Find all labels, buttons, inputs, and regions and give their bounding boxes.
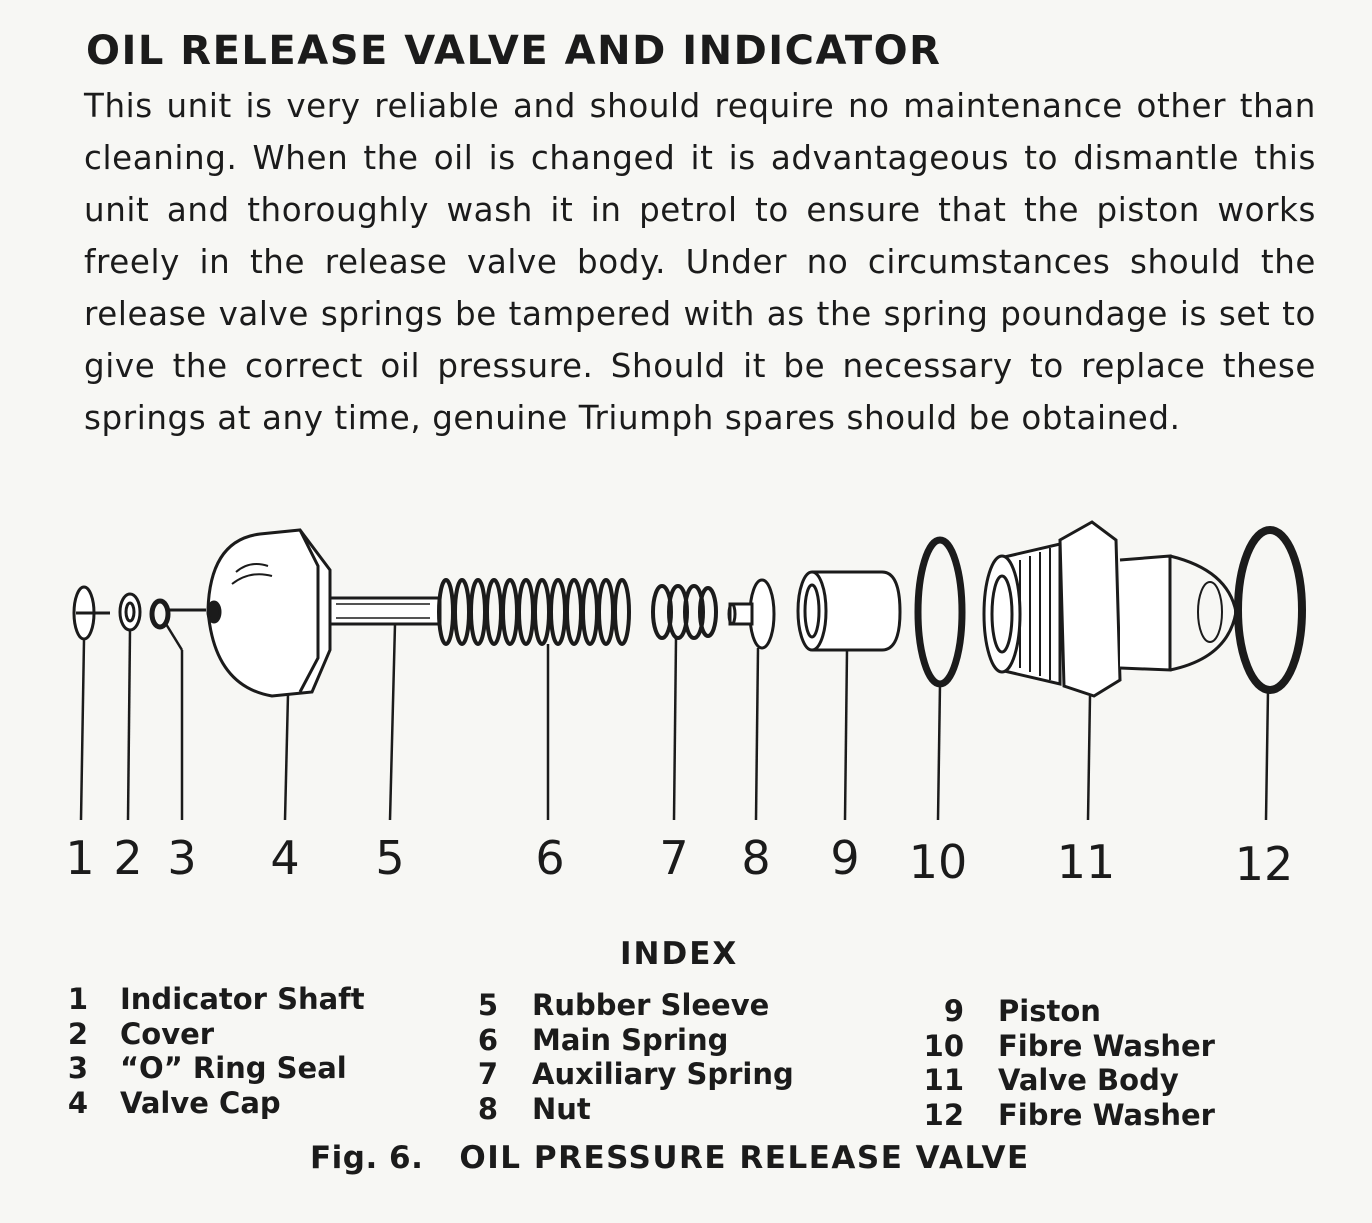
index-item-number: 8 xyxy=(477,1091,498,1126)
index-item-label: Main Spring xyxy=(532,1022,729,1057)
callout-9: 9 xyxy=(830,831,860,885)
callout-7: 7 xyxy=(659,831,689,885)
index-item xyxy=(468,1092,794,1127)
body-paragraph: This unit is very reliable and should require no maintenance other than cleaning. When the oil is changed it is advantageous to dismantle this unit and thoroughly wash it in petrol to ensure that the piston works freely in the release valve body. Under no circumstances should the release valve springs be tampered with as the spring poundage is set to give the correct oil pressure. Should it be necessary to replace these springs at any time, genuine Triumph spares should be obtained. xyxy=(84,87,1316,437)
index-item-label: Cover xyxy=(120,1016,215,1051)
part-nut xyxy=(729,580,774,648)
index-item xyxy=(920,994,1215,1029)
callout-numbers xyxy=(65,831,1293,891)
part-fibre-washer-12 xyxy=(1238,530,1302,690)
part-indicator-shaft xyxy=(74,587,110,639)
index-item-label: Valve Cap xyxy=(120,1085,281,1120)
index-item-number: 12 xyxy=(923,1097,964,1132)
figure-caption xyxy=(310,1140,1030,1176)
index-title: INDEX xyxy=(620,936,739,972)
page-heading: OIL RELEASE VALVE AND INDICATOR xyxy=(86,28,942,74)
callout-3: 3 xyxy=(167,831,197,885)
callout-12: 12 xyxy=(1234,837,1294,891)
part-o-ring-seal xyxy=(152,601,206,627)
index-item-number: 11 xyxy=(923,1063,964,1097)
index-item-label: Fibre Washer xyxy=(998,1028,1215,1063)
part-rubber-sleeve xyxy=(330,598,440,624)
figure-title: OIL PRESSURE RELEASE VALVE xyxy=(459,1140,1030,1176)
index-item xyxy=(62,1017,365,1052)
index-item-label: Nut xyxy=(532,1091,591,1126)
index-item xyxy=(62,982,365,1017)
callout-1: 1 xyxy=(65,831,95,885)
part-fibre-washer-10 xyxy=(918,540,962,684)
index-item xyxy=(920,1098,1215,1133)
index-item-number: 4 xyxy=(67,1085,88,1120)
callout-8: 8 xyxy=(741,831,771,885)
index-column-1 xyxy=(62,982,365,1120)
callout-6: 6 xyxy=(535,831,565,885)
index-column-3 xyxy=(920,994,1215,1132)
part-valve-cap xyxy=(208,530,330,696)
index-item-label: Piston xyxy=(998,994,1101,1028)
index-item xyxy=(468,1057,794,1092)
callout-10: 10 xyxy=(908,835,968,889)
index-column-2 xyxy=(468,988,794,1126)
index-item-label: “O” Ring Seal xyxy=(120,1051,347,1085)
part-cover xyxy=(120,594,140,630)
index-item-label: Rubber Sleeve xyxy=(532,988,770,1022)
index-item-label: Valve Body xyxy=(998,1063,1179,1097)
index-item-label: Indicator Shaft xyxy=(120,982,365,1016)
index-item-label: Auxiliary Spring xyxy=(532,1057,794,1091)
index-item xyxy=(468,1023,794,1058)
index-item xyxy=(62,1051,365,1086)
part-main-spring xyxy=(439,580,629,644)
figure-number: Fig. 6. xyxy=(310,1140,424,1176)
callout-5: 5 xyxy=(375,831,405,885)
callout-11: 11 xyxy=(1056,835,1116,889)
index-item-number: 3 xyxy=(67,1051,88,1085)
index-item-label: Fibre Washer xyxy=(998,1097,1215,1132)
index-item xyxy=(920,1063,1215,1098)
index-item-number: 7 xyxy=(477,1057,498,1091)
index-item-number: 2 xyxy=(67,1016,88,1051)
index-item-number: 10 xyxy=(923,1028,964,1063)
callout-2: 2 xyxy=(113,831,143,885)
index-item-number: 1 xyxy=(67,982,88,1016)
part-piston xyxy=(798,572,900,650)
exploded-valve-diagram xyxy=(0,500,1372,920)
part-auxiliary-spring xyxy=(653,586,716,638)
index-item-number: 9 xyxy=(943,994,964,1028)
part-valve-body xyxy=(984,522,1236,696)
index-item xyxy=(920,1029,1215,1064)
index-item xyxy=(468,988,794,1023)
index-item xyxy=(62,1086,365,1121)
callout-4: 4 xyxy=(270,831,300,885)
index-item-number: 6 xyxy=(477,1022,498,1057)
index-item-number: 5 xyxy=(477,988,498,1022)
